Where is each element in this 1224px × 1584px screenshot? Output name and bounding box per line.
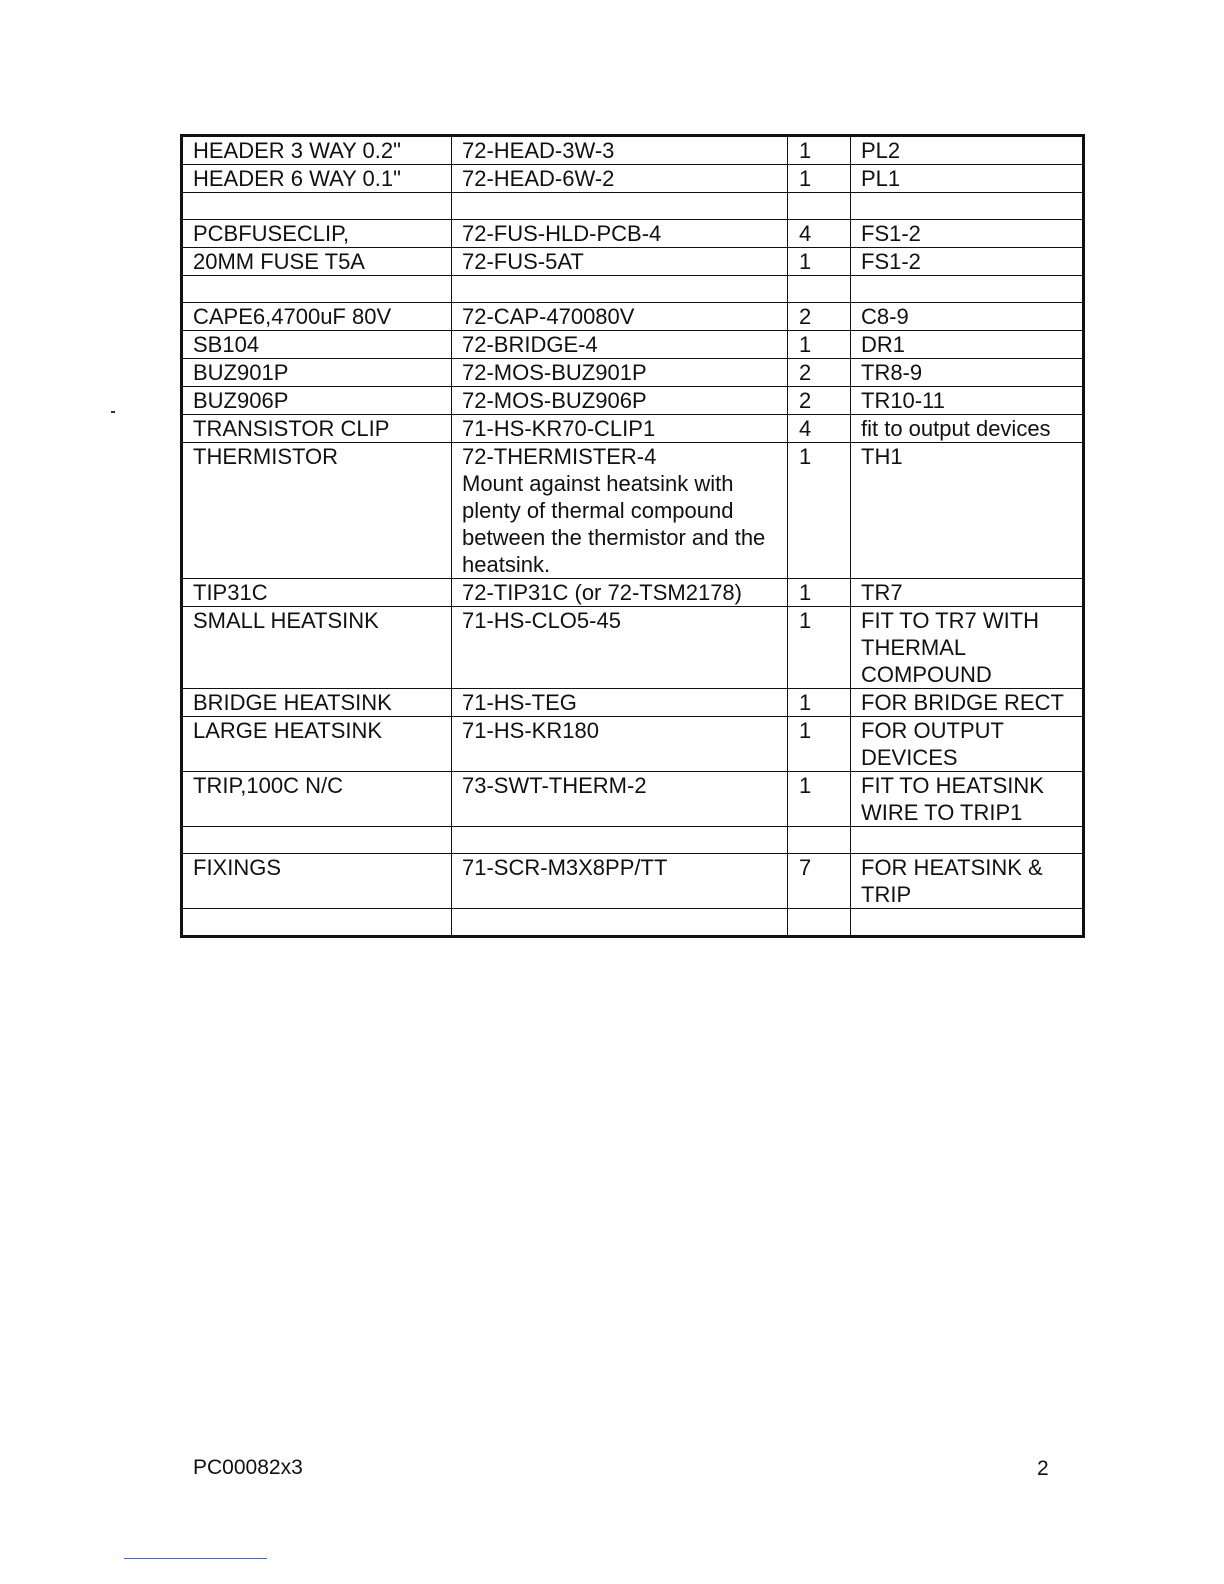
quantity-cell: 7 (788, 854, 851, 909)
part-description-cell: BRIDGE HEATSINK (182, 689, 452, 717)
part-number-cell: 72-THERMISTER-4 Mount against heatsink with plenty of thermal compound between the thermistor and the heatsink. (452, 443, 788, 579)
quantity-cell: 1 (788, 443, 851, 579)
table-row (182, 607, 1084, 689)
part-description-cell: HEADER 6 WAY 0.1" (182, 165, 452, 193)
table-row (182, 220, 1084, 248)
part-description-cell: LARGE HEATSINK (182, 717, 452, 772)
quantity-cell: 1 (788, 772, 851, 827)
part-description-cell: TRIP,100C N/C (182, 772, 452, 827)
reference-cell: FOR HEATSINK & TRIP (851, 854, 1084, 909)
table-row (182, 359, 1084, 387)
table-row (182, 827, 1084, 854)
part-number-cell: 71-SCR-M3X8PP/TT (452, 854, 788, 909)
quantity-cell: 4 (788, 220, 851, 248)
reference-cell: PL2 (851, 136, 1084, 165)
part-number-cell (452, 276, 788, 303)
reference-cell: TR7 (851, 579, 1084, 607)
quantity-cell (788, 827, 851, 854)
part-description-cell: PCBFUSECLIP, (182, 220, 452, 248)
part-description-cell: 20MM FUSE T5A (182, 248, 452, 276)
parts-list-table (180, 134, 1085, 938)
reference-cell: FS1-2 (851, 248, 1084, 276)
part-number-cell: 73-SWT-THERM-2 (452, 772, 788, 827)
reference-cell (851, 193, 1084, 220)
table-row (182, 136, 1084, 165)
part-number-cell (452, 827, 788, 854)
part-description-cell: THERMISTOR (182, 443, 452, 579)
part-number-cell: 71-HS-KR180 (452, 717, 788, 772)
quantity-cell: 1 (788, 689, 851, 717)
quantity-cell: 1 (788, 248, 851, 276)
reference-cell: PL1 (851, 165, 1084, 193)
quantity-cell: 2 (788, 359, 851, 387)
table-row (182, 772, 1084, 827)
quantity-cell (788, 276, 851, 303)
quantity-cell: 2 (788, 303, 851, 331)
document-code: PC00082x3 (193, 1456, 303, 1479)
part-number-cell: 72-CAP-470080V (452, 303, 788, 331)
table-row (182, 276, 1084, 303)
quantity-cell: 1 (788, 331, 851, 359)
reference-cell: FOR OUTPUT DEVICES (851, 717, 1084, 772)
reference-cell: TR10-11 (851, 387, 1084, 415)
part-number-cell (452, 909, 788, 937)
page-number: 2 (1037, 1457, 1049, 1480)
reference-cell: TH1 (851, 443, 1084, 579)
quantity-cell: 1 (788, 136, 851, 165)
part-number-cell: 71-HS-KR70-CLIP1 (452, 415, 788, 443)
part-description-cell: FIXINGS (182, 854, 452, 909)
table-row (182, 579, 1084, 607)
quantity-cell (788, 909, 851, 937)
table-row (182, 717, 1084, 772)
reference-cell: fit to output devices (851, 415, 1084, 443)
part-description-cell: BUZ906P (182, 387, 452, 415)
reference-cell: FIT TO HEATSINK WIRE TO TRIP1 (851, 772, 1084, 827)
part-number-cell: 71-HS-TEG (452, 689, 788, 717)
reference-cell (851, 827, 1084, 854)
footnote-rule (124, 1558, 267, 1559)
reference-cell: TR8-9 (851, 359, 1084, 387)
table-row (182, 165, 1084, 193)
part-number-cell: 72-MOS-BUZ906P (452, 387, 788, 415)
table-row (182, 193, 1084, 220)
part-description-cell (182, 276, 452, 303)
reference-cell (851, 909, 1084, 937)
part-number-cell: 71-HS-CLO5-45 (452, 607, 788, 689)
table-row (182, 909, 1084, 937)
part-description-cell: HEADER 3 WAY 0.2" (182, 136, 452, 165)
part-description-cell: TIP31C (182, 579, 452, 607)
quantity-cell: 1 (788, 579, 851, 607)
quantity-cell: 1 (788, 717, 851, 772)
table-row (182, 689, 1084, 717)
quantity-cell (788, 193, 851, 220)
reference-cell: C8-9 (851, 303, 1084, 331)
reference-cell (851, 276, 1084, 303)
part-number-cell: 72-FUS-5AT (452, 248, 788, 276)
part-description-cell (182, 909, 452, 937)
table-row (182, 387, 1084, 415)
quantity-cell: 2 (788, 387, 851, 415)
table-row (182, 248, 1084, 276)
part-number-cell: 72-MOS-BUZ901P (452, 359, 788, 387)
part-description-cell: CAPE6,4700uF 80V (182, 303, 452, 331)
part-description-cell: SMALL HEATSINK (182, 607, 452, 689)
table-row (182, 443, 1084, 579)
part-description-cell: TRANSISTOR CLIP (182, 415, 452, 443)
part-number-cell (452, 193, 788, 220)
part-description-cell (182, 193, 452, 220)
reference-cell: FOR BRIDGE RECT (851, 689, 1084, 717)
part-number-cell: 72-BRIDGE-4 (452, 331, 788, 359)
part-number-cell: 72-HEAD-6W-2 (452, 165, 788, 193)
table-row (182, 303, 1084, 331)
table-row (182, 331, 1084, 359)
quantity-cell: 4 (788, 415, 851, 443)
part-description-cell: BUZ901P (182, 359, 452, 387)
scan-speck (111, 411, 115, 413)
reference-cell: FS1-2 (851, 220, 1084, 248)
reference-cell: FIT TO TR7 WITH THERMAL COMPOUND (851, 607, 1084, 689)
reference-cell: DR1 (851, 331, 1084, 359)
quantity-cell: 1 (788, 165, 851, 193)
parts-list-body (182, 136, 1084, 937)
part-description-cell: SB104 (182, 331, 452, 359)
part-number-cell: 72-HEAD-3W-3 (452, 136, 788, 165)
table-row (182, 415, 1084, 443)
part-number-cell: 72-TIP31C (or 72-TSM2178) (452, 579, 788, 607)
table-row (182, 854, 1084, 909)
part-number-cell: 72-FUS-HLD-PCB-4 (452, 220, 788, 248)
quantity-cell: 1 (788, 607, 851, 689)
part-description-cell (182, 827, 452, 854)
